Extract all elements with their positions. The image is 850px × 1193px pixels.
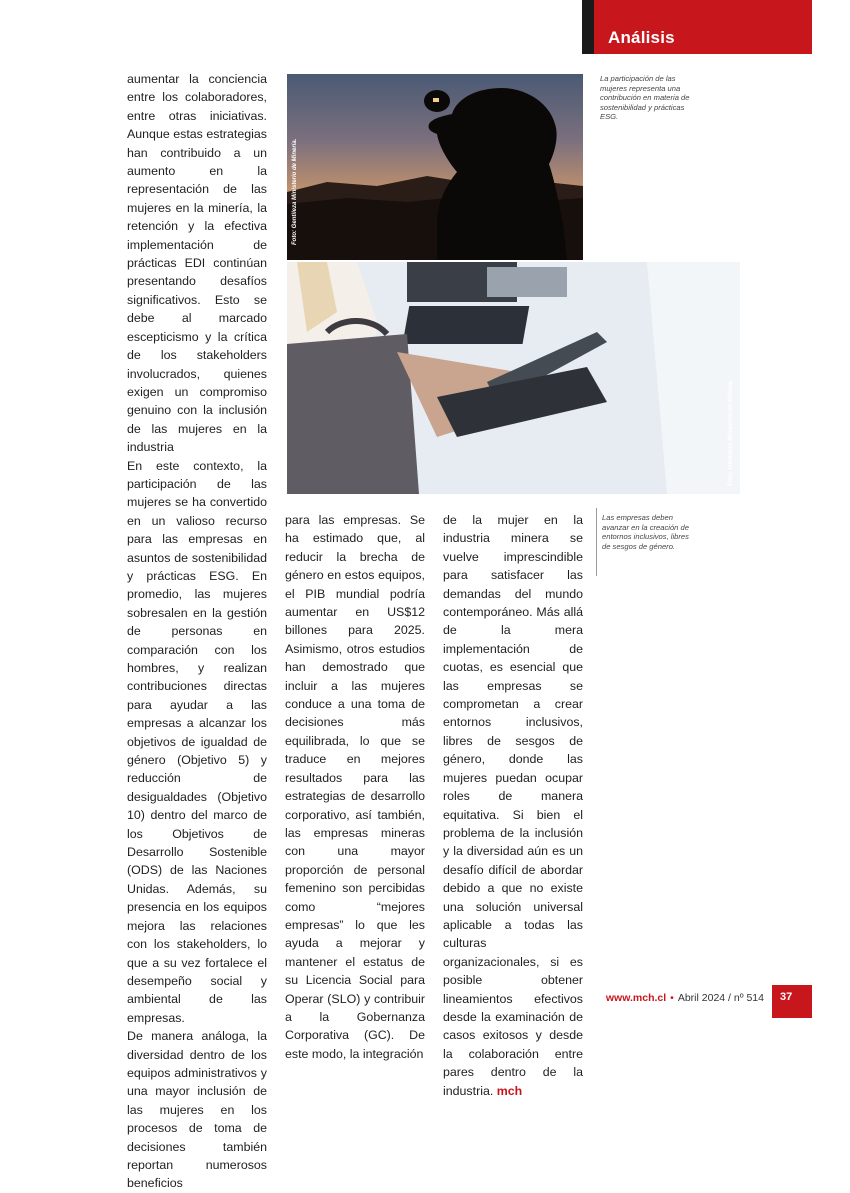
section-tab [582, 0, 812, 54]
page-footer [606, 992, 764, 1004]
paragraph: aumentar la conciencia entre los colaboradores, entre otras iniciativas. Aunque estas estrategias han contribuido a un aumento en la representación de las mujeres en la minería, la retención y la efectiva implementación de prácticas EDI continúan presentando desafíos significativos. Esto se debe al marcado escepticismo y la crítica de los stakeholders involucrados, quienes exigen un compromiso genuino con la inclusión de las mujeres en la industria [127, 72, 267, 455]
text-column-2 [285, 511, 425, 1063]
page-number-box [772, 985, 812, 1018]
paragraph: En este contexto, la participación de las mujeres se ha convertido en un valioso recurso para las empresas en asuntos de sostenibilidad y prácticas ESG. En promedio, las mujeres sobresalen en la gestión de personas en comparación con los hombres, y realizan contribuciones directas para ayudar a las empresas a alcanzar los objetivos de igualdad de género (Objetivo 5) y reducción de desigualdades (Objetivo 10) dentro del marco de los Objetivos de Desarrollo Sostenible (ODS) de las Naciones Unidas. Además, su presencia en los equipos mejora las relaciones con los stakeholders, lo que a su vez fortalece el desempeño social y ambiental de las empresas. [127, 458, 267, 1025]
mch-signature: mch [496, 1083, 523, 1098]
text-column-3 [443, 511, 583, 1100]
text-column-1 [127, 70, 267, 1193]
photo-credit: Foto: Gentileza Ministerio de Minería. [728, 379, 734, 486]
section-label: Análisis [608, 28, 675, 47]
photo-office-laptop [287, 262, 740, 494]
paragraph-text: de la mujer en la industria minera se vuelve imprescindible para satisfacer las demandas del mundo contemporáneo. Más allá de la mera implementación de cuotas, es esencial que las empresas se comprometan a crear entornos inclusivos, libres de sesgos de género, donde las mujeres puedan ocupar roles de manera equitativa. Si bien el problema de la inclusión y la diversidad aún es un desafío difícil de abordar debido a que no existe una solución universal aplicable a todas las culturas organizacionales, si es posible obtener lineamientos efectivos desde la examinación de casos exitosos y desde la colaboración entre pares dentro de la industria. [443, 513, 583, 1098]
paragraph: De manera análoga, la diversidad dentro de los equipos administrativos y una mayor inclusión de las mujeres en los procesos de toma de decisiones también reportan numerosos beneficios [127, 1029, 267, 1191]
photo-caption: Las empresas deben avanzar en la creación de entornos inclusivos, libres de sesgos de género. [602, 513, 689, 551]
footer-separator: • [670, 992, 674, 1004]
photo-caption: La participación de las mujeres representa una contribución en materia de sostenibilidad y prácticas ESG. [600, 74, 690, 122]
footer-issue: Abril 2024 / nº 514 [677, 992, 764, 1004]
photo-credit: Foto: Gentileza Ministerio de Minería. [292, 138, 298, 245]
paragraph: para las empresas. Se ha estimado que, al reducir la brecha de género en estos equipos, el PIB mundial podría aumentar en US$12 billones para 2025. Asimismo, otros estudios han demostrado que incluir a las mujeres conduce a una toma de decisiones más equilibrada, lo que se traduce en mejores resultados para las estrategias de desarrollo corporativo, así también, las empresas mineras con una mayor proporción de personal femenino son percibidas como “mejores empresas” lo que les ayuda a mejorar y mantener el estatus de su Licencia Social para Operar (SLO) y contribuir a la Gobernanza Corporativa (GC). De este modo, la integración [285, 513, 425, 1061]
office-laptop-illustration [287, 262, 740, 494]
paragraph [443, 511, 583, 1100]
footer-url[interactable]: www.mch.cl [605, 992, 667, 1004]
page-number: 37 [780, 991, 793, 1003]
caption-divider [596, 508, 597, 576]
photo-miner-silhouette [287, 74, 583, 260]
miner-silhouette-illustration [287, 74, 583, 260]
